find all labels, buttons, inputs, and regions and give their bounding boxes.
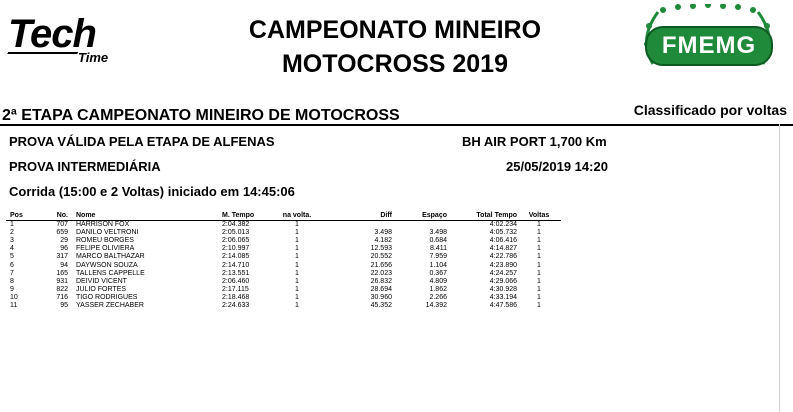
table-row <box>6 261 561 269</box>
cell-espaco: 7.959 <box>429 253 447 261</box>
cell-voltas: 1 <box>537 285 541 293</box>
cell-espaco <box>392 221 447 230</box>
cell-voltas: 1 <box>537 277 541 285</box>
table-row <box>6 270 561 278</box>
category: PROVA INTERMEDIÁRIA <box>9 159 161 174</box>
cell-na-volta: 1 <box>295 245 299 253</box>
cell-total-tempo: 4:24.257 <box>489 269 517 277</box>
cell-diff: 30.960 <box>370 293 392 301</box>
cell-pos: 6 <box>10 261 14 269</box>
cell-m-tempo: 2:14.085 <box>222 253 250 261</box>
table-row <box>6 278 561 286</box>
cell-diff: 20.552 <box>370 253 392 261</box>
cell-total-tempo: 4:06.416 <box>489 237 517 245</box>
cell-nome: ROMEU BORGES <box>76 237 134 245</box>
cell-m-tempo: 2:13.551 <box>222 269 250 277</box>
cell-no: 96 <box>60 245 68 253</box>
cell-espaco: 1.862 <box>429 285 447 293</box>
cell-total-tempo: 4:33.194 <box>489 293 517 301</box>
col-m-tempo: M. Tempo <box>222 211 272 221</box>
cell-total-tempo: 4:47.586 <box>489 301 517 309</box>
cell-espaco: 14.392 <box>425 301 447 309</box>
col-nome: Nome <box>72 211 222 221</box>
track-info: BH AIR PORT 1,700 Km <box>462 134 607 149</box>
cell-total-tempo: 4:29.066 <box>489 277 517 285</box>
col-voltas: Voltas <box>517 211 561 221</box>
cell-nome: TALLENS CAPPELLE <box>76 269 145 277</box>
cell-voltas: 1 <box>537 301 541 309</box>
col-na-volta: na volta. <box>272 211 322 221</box>
cell-na-volta: 1 <box>295 269 299 277</box>
table-row <box>6 245 561 253</box>
cell-voltas: 1 <box>537 237 541 245</box>
cell-espaco: 4.809 <box>429 277 447 285</box>
cell-m-tempo: 2:05.013 <box>222 229 250 237</box>
cell-voltas: 1 <box>537 245 541 253</box>
cell-pos: 10 <box>10 293 18 301</box>
stage-title: 2ª ETAPA CAMPEONATO MINEIRO DE MOTOCROSS <box>2 107 400 124</box>
fmemg-badge: FMEMG <box>645 26 773 66</box>
cell-voltas: 1 <box>537 293 541 301</box>
cell-pos: 11 <box>10 301 18 309</box>
cell-total-tempo: 4:05.732 <box>489 229 517 237</box>
cell-nome: TIGO RODRIGUES <box>76 293 138 301</box>
cell-m-tempo: 2:06.460 <box>222 277 250 285</box>
cell-voltas: 1 <box>537 229 541 237</box>
cell-total-tempo: 4:14.827 <box>489 245 517 253</box>
cell-na-volta: 1 <box>295 301 299 309</box>
table-row <box>6 221 561 230</box>
cell-diff: 3.498 <box>374 229 392 237</box>
table-row <box>6 237 561 245</box>
page-title-line2: MOTOCROSS 2019 <box>281 50 508 78</box>
cell-diff: 26.832 <box>370 277 392 285</box>
cell-pos: 2 <box>10 229 14 237</box>
cell-m-tempo: 2:24.633 <box>222 301 250 309</box>
cell-pos: 8 <box>10 277 14 285</box>
cell-no: 29 <box>60 237 68 245</box>
cell-na-volta: 1 <box>295 237 299 245</box>
cell-voltas: 1 <box>537 261 541 269</box>
cell-nome: MARCO BALTHAZAR <box>76 253 145 261</box>
results-table <box>6 211 561 310</box>
cell-pos: 7 <box>10 269 14 277</box>
race-datetime: 25/05/2019 14:20 <box>506 159 608 174</box>
cell-no: 317 <box>56 253 68 261</box>
cell-no: 716 <box>56 293 68 301</box>
tech-time-logo <box>6 10 136 72</box>
cell-espaco: 2.266 <box>429 293 447 301</box>
cell-m-tempo: 2:10.997 <box>222 245 250 253</box>
cell-diff: 4.182 <box>374 237 392 245</box>
cell-na-volta: 1 <box>295 261 299 269</box>
page-title-line1: CAMPEONATO MINEIRO <box>248 16 542 44</box>
cell-nome: DANILO VELTRONI <box>76 229 139 237</box>
cell-diff: 28.694 <box>370 285 392 293</box>
cell-espaco: 1.104 <box>429 261 447 269</box>
classification-label: Classificado por voltas <box>633 102 787 118</box>
cell-nome: FELIPE OLIVIERA <box>76 245 135 253</box>
table-row <box>6 302 561 310</box>
cell-na-volta: 1 <box>295 285 299 293</box>
cell-nome: HARRISON FOX <box>76 221 130 229</box>
cell-total-tempo: 4:23.890 <box>489 261 517 269</box>
cell-na-volta: 1 <box>295 229 299 237</box>
col-diff: Diff <box>322 211 392 221</box>
cell-nome: YASSER ZECHABER <box>76 301 144 309</box>
cell-pos: 5 <box>10 253 14 261</box>
cell-pos: 1 <box>10 221 14 229</box>
cell-espaco: 3.498 <box>429 229 447 237</box>
cell-espaco: 0.367 <box>429 269 447 277</box>
cell-no: 707 <box>56 221 68 229</box>
cell-espaco: 8.411 <box>430 245 447 253</box>
right-margin-rule <box>779 124 780 412</box>
cell-voltas: 1 <box>537 221 541 229</box>
cell-m-tempo: 2:18.468 <box>222 293 250 301</box>
cell-total-tempo: 4:02.234 <box>489 221 517 229</box>
col-espaco: Espaço <box>392 211 447 221</box>
cell-na-volta: 1 <box>295 253 299 261</box>
logo-word: Tech <box>8 12 96 56</box>
cell-voltas: 1 <box>537 269 541 277</box>
cell-total-tempo: 4:30.928 <box>489 285 517 293</box>
cell-nome: JULIO FORTES <box>76 285 127 293</box>
col-total-tempo: Total Tempo <box>447 211 517 221</box>
cell-espaco: 0.684 <box>429 237 447 245</box>
cell-m-tempo: 2:04.382 <box>222 221 250 229</box>
cell-nome: DEIVID VICENT <box>76 277 127 285</box>
cell-diff: 12.593 <box>370 245 392 253</box>
cell-na-volta: 1 <box>295 221 299 229</box>
cell-total-tempo: 4:22.786 <box>489 253 517 261</box>
cell-pos: 4 <box>10 245 14 253</box>
table-row <box>6 253 561 261</box>
cell-na-volta: 1 <box>295 277 299 285</box>
cell-m-tempo: 2:14.710 <box>222 261 250 269</box>
cell-pos: 3 <box>10 237 14 245</box>
col-pos: Pos <box>6 211 38 221</box>
cell-no: 94 <box>60 261 68 269</box>
prova-valida: PROVA VÁLIDA PELA ETAPA DE ALFENAS <box>9 134 275 149</box>
logo-sub: Time <box>78 50 109 65</box>
table-row <box>6 286 561 294</box>
cell-no: 165 <box>56 269 68 277</box>
cell-no: 659 <box>56 229 68 237</box>
cell-diff: 21.656 <box>370 261 392 269</box>
cell-no: 95 <box>60 301 68 309</box>
race-info: Corrida (15:00 e 2 Voltas) iniciado em 14:45:06 <box>9 184 295 199</box>
cell-voltas: 1 <box>537 253 541 261</box>
cell-diff: 45.352 <box>370 301 392 309</box>
results-header <box>6 211 561 221</box>
logo-swoosh <box>4 52 79 60</box>
cell-diff: 22.023 <box>370 269 392 277</box>
cell-m-tempo: 2:06.065 <box>222 237 250 245</box>
cell-m-tempo: 2:17.115 <box>222 285 249 293</box>
cell-no: 822 <box>56 285 68 293</box>
col-no: No. <box>38 211 72 221</box>
cell-no: 931 <box>56 277 68 285</box>
cell-na-volta: 1 <box>295 293 299 301</box>
table-row <box>6 294 561 302</box>
cell-diff <box>322 221 392 230</box>
table-row <box>6 229 561 237</box>
cell-nome: DAYWSON SOUZA <box>76 261 138 269</box>
fmemg-logo <box>633 4 783 76</box>
cell-pos: 9 <box>10 285 14 293</box>
